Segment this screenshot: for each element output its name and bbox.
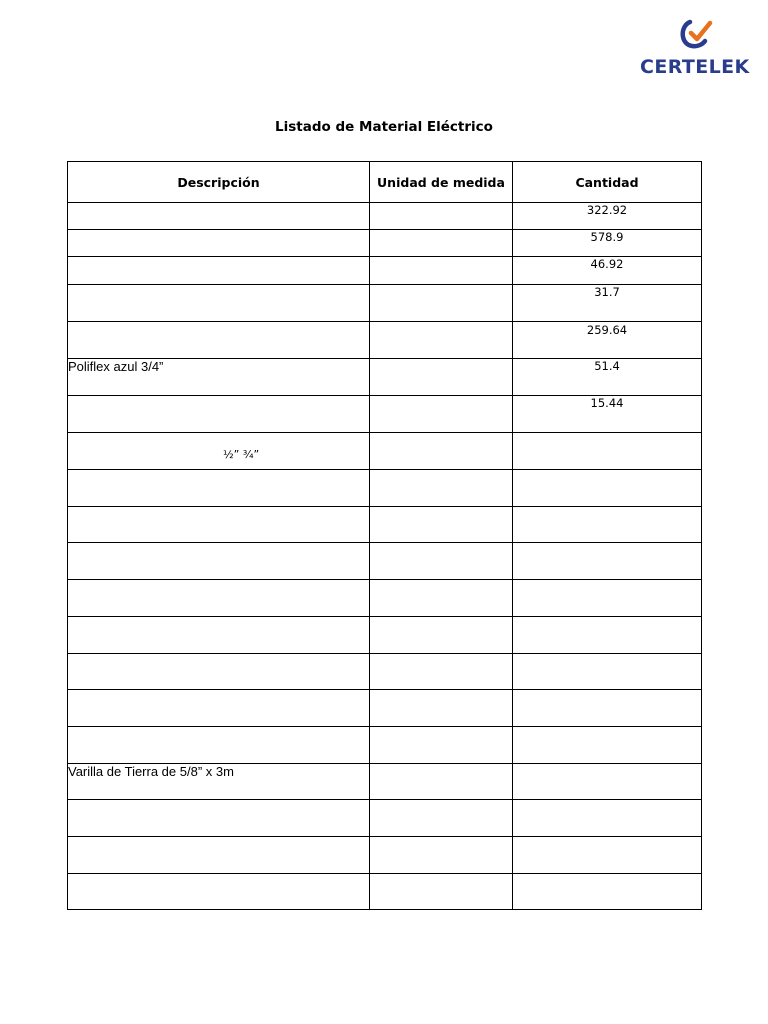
- quantity-cell: 322.92: [513, 203, 702, 230]
- description-cell: [68, 507, 370, 543]
- quantity-cell: [513, 470, 702, 507]
- quantity-cell: 46.92: [513, 257, 702, 285]
- description-cell: [68, 322, 370, 359]
- table-row: [68, 285, 702, 322]
- quantity-cell: 31.7: [513, 285, 702, 322]
- table-row: [68, 507, 702, 543]
- table-row: [68, 203, 702, 230]
- unit-cell: [370, 433, 513, 470]
- description-cell: [68, 580, 370, 617]
- unit-cell: [370, 359, 513, 396]
- check-mark-logo-icon: [676, 18, 716, 52]
- table-header-row: [68, 162, 702, 203]
- quantity-cell: [513, 800, 702, 837]
- unit-cell: [370, 322, 513, 359]
- description-cell: [68, 470, 370, 507]
- unit-cell: [370, 230, 513, 257]
- materials-table: [67, 161, 702, 910]
- unit-cell: [370, 285, 513, 322]
- unit-cell: [370, 507, 513, 543]
- fraction-sizes: ½” ¾”: [223, 448, 260, 461]
- quantity-value: 259.64: [586, 323, 628, 337]
- table-row: [68, 230, 702, 257]
- quantity-cell: 15.44: [513, 396, 702, 433]
- unit-cell: [370, 617, 513, 654]
- description-cell: [68, 396, 370, 433]
- description-cell: [68, 257, 370, 285]
- quantity-cell: [513, 322, 702, 359]
- description-cell: [68, 654, 370, 690]
- quantity-cell: [513, 617, 702, 654]
- description-cell: Varilla de Tierra de 5/8” x 3m: [68, 764, 370, 800]
- table-row: [68, 837, 702, 874]
- table-row: [68, 257, 702, 285]
- description-cell: [68, 543, 370, 580]
- description-cell: [68, 617, 370, 654]
- unit-cell: [370, 396, 513, 433]
- unit-cell: [370, 764, 513, 800]
- column-header-description: Descripción: [68, 162, 370, 203]
- table-row: [68, 690, 702, 727]
- unit-cell: [370, 654, 513, 690]
- description-cell: [68, 285, 370, 322]
- table-row: [68, 433, 702, 470]
- unit-cell: [370, 690, 513, 727]
- unit-cell: [370, 800, 513, 837]
- unit-cell: [370, 257, 513, 285]
- table-row: [68, 470, 702, 507]
- quantity-cell: [513, 764, 702, 800]
- quantity-cell: 578.9: [513, 230, 702, 257]
- page-title: Listado de Material Eléctrico: [275, 119, 493, 135]
- quantity-cell: [513, 837, 702, 874]
- table-row: [68, 654, 702, 690]
- table-row: [68, 322, 702, 359]
- table-row: [68, 617, 702, 654]
- description-cell: [68, 800, 370, 837]
- quantity-cell: [513, 580, 702, 617]
- quantity-cell: [513, 507, 702, 543]
- description-cell: [68, 874, 370, 910]
- unit-cell: [370, 543, 513, 580]
- description-cell: [68, 230, 370, 257]
- unit-cell: [370, 580, 513, 617]
- unit-cell: [370, 837, 513, 874]
- quantity-cell: [513, 874, 702, 910]
- quantity-cell: [513, 690, 702, 727]
- quantity-cell: [513, 654, 702, 690]
- column-header-quantity: Cantidad: [513, 162, 702, 203]
- table-row: [68, 874, 702, 910]
- table-row: [68, 359, 702, 396]
- quantity-cell: 51.4: [513, 359, 702, 396]
- unit-cell: [370, 203, 513, 230]
- quantity-cell: [513, 433, 702, 470]
- description-cell: [68, 837, 370, 874]
- unit-cell: [370, 727, 513, 764]
- unit-cell: [370, 470, 513, 507]
- unit-cell: [370, 874, 513, 910]
- table-row: [68, 800, 702, 837]
- logo-text: CERTELEK: [640, 56, 750, 78]
- table-row: [68, 727, 702, 764]
- description-cell: [68, 433, 370, 470]
- description-cell: [68, 690, 370, 727]
- column-header-unit: Unidad de medida: [370, 162, 513, 203]
- table-row: [68, 396, 702, 433]
- quantity-cell: [513, 727, 702, 764]
- description-cell: [68, 203, 370, 230]
- description-cell: [68, 727, 370, 764]
- table-row: [68, 543, 702, 580]
- description-cell: Poliflex azul 3/4”: [68, 359, 370, 396]
- company-logo: [636, 18, 754, 82]
- table-row: [68, 580, 702, 617]
- quantity-cell: [513, 543, 702, 580]
- table-row: [68, 764, 702, 800]
